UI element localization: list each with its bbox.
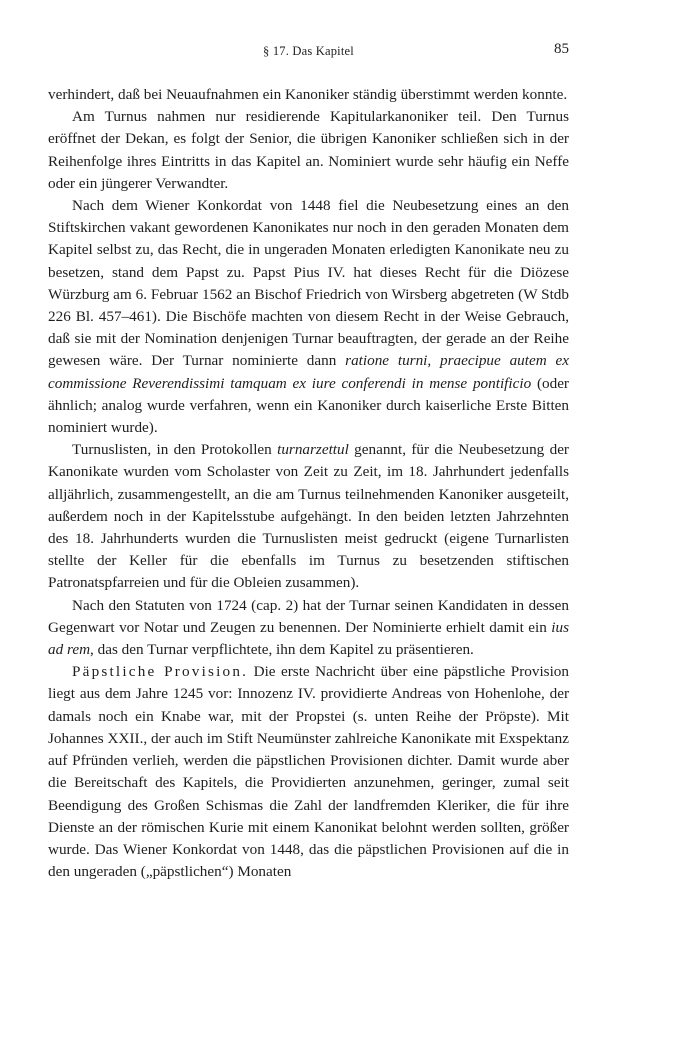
text-segment: , das den Turnar verpflichtete, ihn dem Kapitel zu präsentieren. bbox=[90, 641, 474, 659]
running-title: § 17. Das Kapitel bbox=[263, 44, 354, 58]
page-header bbox=[48, 40, 569, 66]
italic-term: ius ad rem bbox=[48, 618, 569, 659]
paragraph bbox=[48, 595, 569, 662]
text-segment: Die erste Nachricht über eine päpstliche Provision liegt aus dem Jahre 1245 vor: Innozenz IV. providierte Andreas von Hohenlohe, der damals noch ein Knabe war, mit der Propstei (s. unten Reihe der Pröpste). Mit Johannes XXII., der auch im Stift Neumünster zahlreiche Kanonikate mit Exspektanz auf Pfründen verlieh, werden die päpstlichen Provisionen dichter. Damit wurde aber die Bereitschaft des Kapitels, die Providierten anzunehmen, geringer, zumal seit Beendigung des Großen Schismas die Zahl der landfremden Kleriker, die für ihre Dienste an der römischen Kurie mit einem Kanonikat belohnt werden sollten, größer wurde. Das Wiener Konkordat von 1448, das die päpstlichen Provisionen auf die in den ungeraden („päpstlichen“) Monaten bbox=[48, 663, 569, 881]
paragraph bbox=[48, 84, 569, 106]
book-page bbox=[48, 40, 569, 883]
italic-term: turnarzettul bbox=[277, 441, 349, 459]
latin-quotation: ratione turni, praecipue autem ex commissione Reverendissimi tamquam ex iure conferendi in mense pontificio bbox=[48, 352, 569, 392]
section-heading-inline: Päpstliche Provision. bbox=[72, 663, 249, 681]
text-segment: Nach dem Wiener Konkordat von 1448 fiel die Neubesetzung eines an den Stiftskirchen vakant gewordenen Kanonikates nur noch in den geraden Monaten dem Kapitel selbst zu, das Recht, die in ungeraden Monaten erledigten Kanonikate neu zu besetzen, stand dem Papst zu. Papst Pius IV. hat dieses Recht für die Diözese Würzburg am 6. Februar 1562 an Bischof Friedrich von Wirsberg abgetreten (W Stdb 226 Bl. 457–461). Die Bischöfe machten von diesem Recht in der Weise Gebrauch, daß sie mit der Nomination denjenigen Turnar beauftragten, der gerade an der Reihe gewesen wäre. Der Turnar nominierte dann bbox=[48, 197, 569, 370]
text-segment: Nach den Statuten von 1724 (cap. 2) hat der Turnar seinen Kandidaten in dessen Gegenwart vor Notar und Zeugen zu benennen. Der Nominierte erhielt damit ein bbox=[48, 596, 569, 636]
paragraph bbox=[48, 106, 569, 195]
text-segment: (oder ähnlich; analog wurde verfahren, wenn ein Kanoniker durch kaiserliche Erste Bitten nominiert wurde). bbox=[48, 374, 569, 437]
text-segment: Turnuslisten, in den Protokollen bbox=[72, 441, 278, 459]
body-text bbox=[48, 84, 569, 883]
text-segment: Am Turnus nahmen nur residierende Kapitularkanoniker teil. Den Turnus eröffnet der Dekan, es folgt der Senior, die übrigen Kanoniker schließen sich in der Reihenfolge ihres Eintritts in das Kapitel an. Nominiert wurde sehr häufig ein Neffe oder ein jüngerer Verwandter. bbox=[48, 108, 569, 192]
page-number: 85 bbox=[554, 41, 569, 57]
text-segment: verhindert, daß bei Neuaufnahmen ein Kanoniker ständig überstimmt werden konnte. bbox=[48, 86, 568, 103]
paragraph bbox=[48, 195, 569, 439]
paragraph bbox=[48, 439, 569, 594]
paragraph bbox=[48, 661, 569, 883]
text-segment: genannt, für die Neubesetzung der Kanonikate wurden vom Scholaster von Zeit zu Zeit, im 18. Jahrhundert jedenfalls alljährlich, zusammengestellt, an die am Turnus teilnehmenden Kanoniker ausgeteilt, außerdem noch in der Kapitelsstube aufgehängt. In den beiden letzten Jahrzehnten des 18. Jahrhunderts wurden die Turnuslisten meist gedruckt (eigene Turnarlisten stellte der Keller für die ebenfalls im Turnus zu besetzenden stiftischen Patronatspfarreien und für die Obleien zusammen). bbox=[48, 441, 569, 592]
